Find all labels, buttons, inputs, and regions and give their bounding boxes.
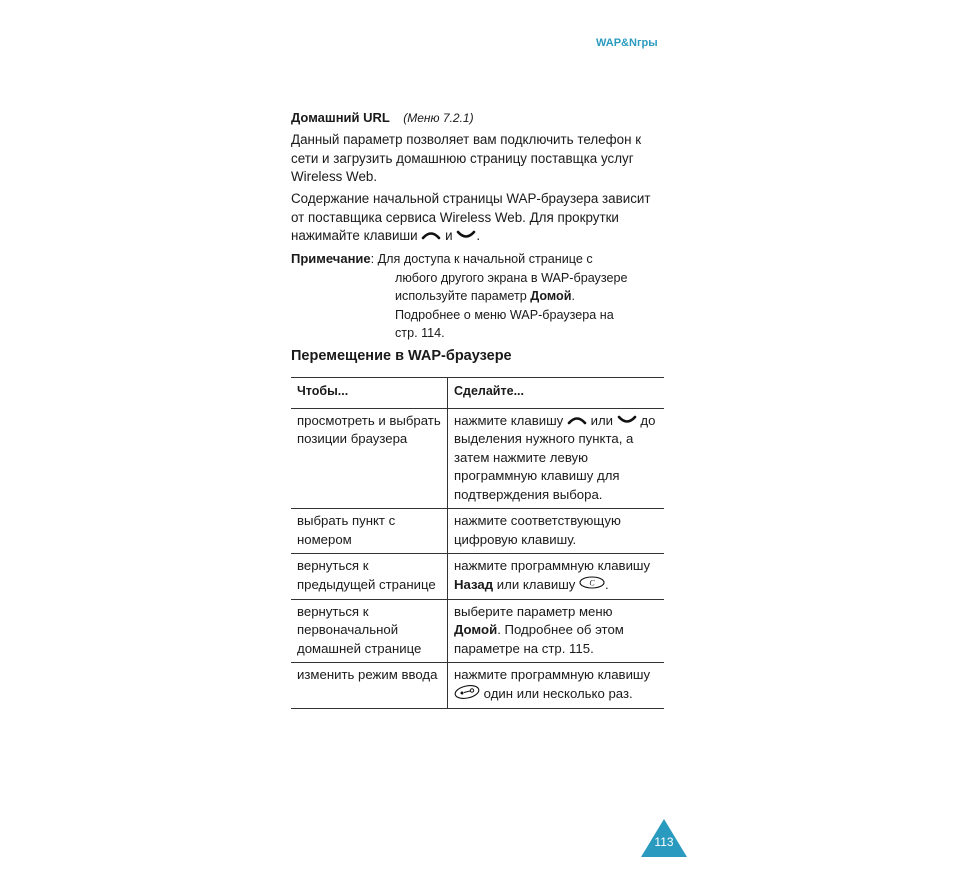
row4-home-label: Домой [454,622,498,638]
row3-back-label: Назад [454,576,494,592]
note-line-1: Для доступа к начальной странице с [377,252,593,266]
row5-text-1: нажмите программную клавишу [454,667,651,683]
table-cell-action: вернуться к предыдущей странице [291,554,448,599]
header-section-tag: WAP&Nгры [596,37,658,49]
scroll-down-key-icon [456,227,476,246]
table-cell-action: изменить режим ввода [291,663,448,709]
row3-text-4: . [605,576,609,592]
nav-section-title: Перемещение в WAP-браузере [291,348,512,364]
table-row [291,408,664,509]
table-cell-instruction [448,408,665,509]
home-url-menu-ref: (Меню 7.2.1) [403,111,474,125]
svg-text:C: C [589,578,595,588]
table-row [291,554,664,599]
table-cell-instruction [448,554,665,599]
home-url-heading [291,110,474,125]
note-colon: : [370,252,375,266]
note-block [291,250,671,343]
row1-text-3: до выделения нужного пункта, а затем нажмите левую программную клавишу для подтверждения выбора. [454,412,656,502]
table-header-col2: Сделайте... [454,384,524,398]
table-cell-action: выбрать пункт с номером [291,509,448,554]
note-line-3a: используйте параметр [395,289,527,303]
table-row [291,599,664,663]
home-url-title: Домашний URL [291,110,390,125]
note-home-param: Домой [530,289,572,303]
clear-key-icon [579,576,605,595]
note-label: Примечание [291,251,371,266]
row4-text-1: выберите параметр меню [454,603,613,619]
table-cell-instruction [448,663,665,709]
note-line-5: стр. 114. [395,326,445,340]
row1-text-1: нажмите клавишу [454,412,564,428]
home-url-p2-and: и [445,228,453,243]
note-line-2: любого другого экрана в WAP-браузере [395,270,628,285]
home-url-p2-end: . [476,228,481,243]
table-header-row [291,378,664,409]
table-cell-instruction: нажмите соответствующую цифровую клавишу. [454,513,621,547]
table-row [291,663,664,709]
scroll-down-key-icon [617,412,637,431]
home-url-paragraph-1: Данный параметр позволяет вам подключить телефон к сети и загрузить домашнюю страницу поставщка услуг Wireless Web. [291,132,642,184]
note-line-4: Подробнее о меню WAP-браузера на [395,307,614,322]
home-url-p2-text: Содержание начальной страницы WAP-браузера зависит от поставщика сервиса Wireless Web. Для прокрутки нажимайте клавиши [291,191,651,243]
row1-text-2: или [590,412,614,428]
table-header-col1: Чтобы... [291,378,448,409]
table-cell-instruction [448,599,665,663]
table-cell-action: вернуться к первоначальной домашней странице [291,599,448,663]
row3-text-3: или клавишу [496,576,576,592]
note-line-3c: . [571,289,575,303]
note-line-3 [395,287,671,306]
page-number: 113 [654,835,674,849]
table-cell-action: просмотреть и выбрать позиции браузера [291,408,448,509]
row5-text-2: один или несколько раз. [483,685,633,701]
navigation-table [291,377,664,709]
scroll-up-key-icon [567,412,587,431]
table-row [291,509,664,554]
star-key-icon [454,685,480,705]
row3-text-1: нажмите программную клавишу [454,558,651,574]
row4-text-3: . Подробнее об этом параметре на стр. 115. [454,622,624,656]
scroll-up-key-icon [421,227,441,246]
home-url-paragraph-2 [291,190,663,246]
